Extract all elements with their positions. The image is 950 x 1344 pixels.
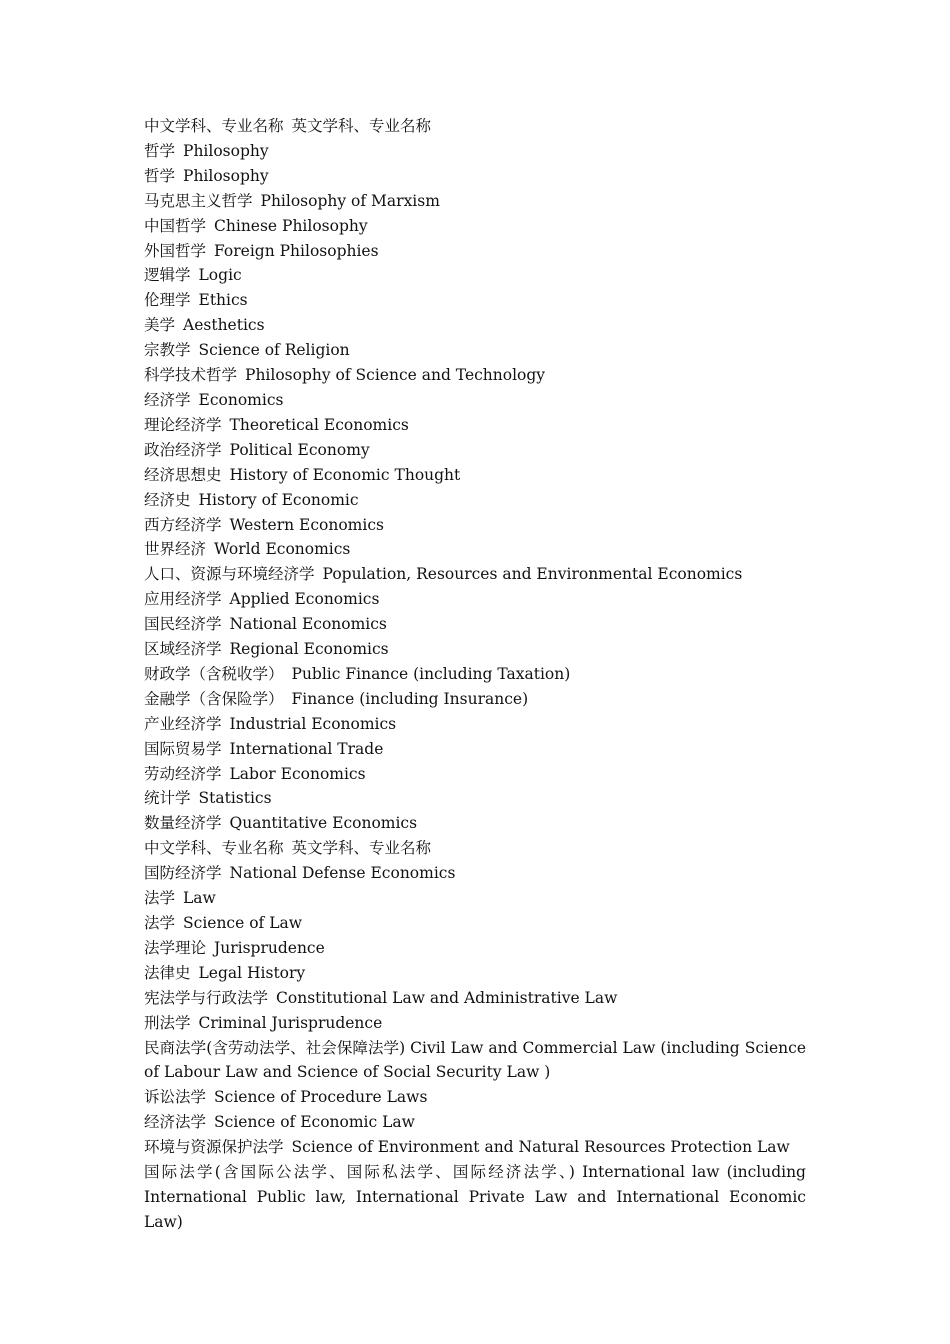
chinese-term: 外国哲学 [144, 241, 207, 260]
english-term: Science of Environment and Natural Resources Protection Law [291, 1138, 790, 1157]
english-term: Philosophy of Science and Technology [245, 366, 546, 385]
english-term: Science of Religion [198, 341, 350, 360]
english-term: Chinese Philosophy [214, 216, 368, 235]
chinese-term: 理论经济学 [144, 415, 222, 434]
chinese-term: 国际贸易学 [144, 739, 222, 758]
entry-row [144, 662, 806, 687]
entry-row [144, 214, 806, 239]
entry-row [144, 1160, 806, 1235]
english-term: Law [183, 889, 216, 908]
entry-row [144, 737, 806, 762]
english-term: Science of Procedure Laws [214, 1088, 428, 1107]
entry-row [144, 513, 806, 538]
english-term: Quantitative Economics [229, 814, 418, 833]
entry-row [144, 363, 806, 388]
entry-row [144, 587, 806, 612]
chinese-term: 法学理论 [144, 938, 207, 957]
english-term: Finance (including Insurance) [291, 689, 529, 708]
entry-row [144, 986, 806, 1011]
english-term: Science of Economic Law [214, 1113, 415, 1132]
chinese-term: 国际法学(含国际公法学、国际私法学、国际经济法学、) [144, 1163, 575, 1182]
chinese-term: 美学 [144, 316, 176, 335]
english-term: Political Economy [229, 440, 370, 459]
entry-row [144, 712, 806, 737]
english-term: Public Finance (including Taxation) [291, 664, 571, 683]
english-term: Philosophy [183, 166, 269, 185]
entry-row [144, 1011, 806, 1036]
chinese-term: 经济思想史 [144, 465, 222, 484]
entry-row [144, 886, 806, 911]
entry-row [144, 786, 806, 811]
document-page [144, 114, 806, 1235]
english-term: International Trade [229, 739, 384, 758]
chinese-term: 数量经济学 [144, 814, 222, 833]
chinese-term: 法学 [144, 889, 176, 908]
english-term: Population, Resources and Environmental Economics [322, 565, 743, 584]
entry-row [144, 189, 806, 214]
english-term: History of Economic [198, 490, 359, 509]
entry-row [144, 811, 806, 836]
entry-row [144, 1110, 806, 1135]
entry-row [144, 961, 806, 986]
entry-row [144, 114, 806, 139]
entry-row [144, 911, 806, 936]
chinese-term: 中国哲学 [144, 216, 207, 235]
entry-row [144, 239, 806, 264]
chinese-term: 环境与资源保护法学 [144, 1138, 284, 1157]
entry-row [144, 438, 806, 463]
entry-row [144, 488, 806, 513]
chinese-term: 国民经济学 [144, 615, 222, 634]
chinese-term: 宪法学与行政法学 [144, 988, 269, 1007]
chinese-term: 西方经济学 [144, 515, 222, 534]
entry-row [144, 388, 806, 413]
english-term: History of Economic Thought [229, 465, 461, 484]
entry-row [144, 836, 806, 861]
english-term: 英文学科、专业名称 [291, 117, 432, 135]
chinese-term: 产业经济学 [144, 714, 222, 733]
english-term: Foreign Philosophies [214, 241, 379, 260]
chinese-term: 民商法学(含劳动法学、社会保障法学) [144, 1038, 406, 1057]
chinese-term: 马克思主义哲学 [144, 191, 253, 210]
entry-row [144, 313, 806, 338]
chinese-term: 经济史 [144, 490, 191, 509]
entry-row [144, 164, 806, 189]
english-term: Regional Economics [229, 640, 389, 659]
english-term: National Economics [229, 615, 387, 634]
entry-row [144, 861, 806, 886]
english-term: Criminal Jurisprudence [198, 1013, 383, 1032]
english-term: Statistics [198, 789, 272, 808]
entry-row [144, 762, 806, 787]
entry-row [144, 1036, 806, 1086]
entry-row [144, 263, 806, 288]
entry-row [144, 537, 806, 562]
chinese-term: 国防经济学 [144, 864, 222, 883]
chinese-term: 区域经济学 [144, 640, 222, 659]
chinese-term: 法学 [144, 914, 176, 932]
chinese-term: 法律史 [144, 963, 191, 982]
chinese-term: 哲学 [144, 141, 176, 160]
chinese-term: 中文学科、专业名称 [144, 117, 284, 135]
entry-row [144, 612, 806, 637]
chinese-term: 金融学（含保险学） [144, 689, 284, 708]
english-term: Philosophy [183, 141, 269, 160]
chinese-term: 经济法学 [144, 1113, 207, 1132]
english-term: National Defense Economics [229, 864, 456, 883]
english-term: International law (including International Public law, International Private Law and International Economic Law) [144, 1163, 806, 1231]
chinese-term: 劳动经济学 [144, 764, 222, 783]
entry-row [144, 637, 806, 662]
english-term: Civil Law and Commercial Law (including Science of Labour Law and Science of Social Security Law ) [144, 1038, 806, 1082]
english-term: Philosophy of Marxism [260, 191, 440, 210]
english-term: Science of Law [183, 914, 303, 932]
english-term: Legal History [198, 963, 306, 982]
entry-row [144, 413, 806, 438]
chinese-term: 政治经济学 [144, 440, 222, 459]
english-term: Industrial Economics [229, 714, 397, 733]
chinese-term: 刑法学 [144, 1013, 191, 1032]
english-term: World Economics [214, 540, 351, 559]
entry-row [144, 562, 806, 587]
english-term: Applied Economics [229, 590, 380, 609]
chinese-term: 统计学 [144, 789, 191, 808]
chinese-term: 伦理学 [144, 291, 191, 310]
chinese-term: 应用经济学 [144, 590, 222, 609]
english-term: Ethics [198, 291, 248, 310]
chinese-term: 经济学 [144, 390, 191, 409]
english-term: Labor Economics [229, 764, 366, 783]
english-term: Constitutional Law and Administrative Law [276, 988, 618, 1007]
entry-row [144, 936, 806, 961]
entry-row [144, 1085, 806, 1110]
chinese-term: 诉讼法学 [144, 1088, 207, 1107]
english-term: Theoretical Economics [229, 415, 409, 434]
chinese-term: 财政学（含税收学） [144, 664, 284, 683]
english-term: Economics [198, 390, 284, 409]
chinese-term: 哲学 [144, 166, 176, 185]
chinese-term: 人口、资源与环境经济学 [144, 565, 315, 584]
entry-row [144, 463, 806, 488]
entry-row [144, 288, 806, 313]
entry-row [144, 338, 806, 363]
entry-row [144, 139, 806, 164]
english-term: Western Economics [229, 515, 384, 534]
entry-row [144, 1135, 806, 1160]
english-term: Jurisprudence [214, 938, 325, 957]
english-term: 英文学科、专业名称 [291, 839, 432, 858]
chinese-term: 世界经济 [144, 540, 207, 559]
chinese-term: 中文学科、专业名称 [144, 839, 284, 858]
english-term: Logic [198, 266, 242, 285]
chinese-term: 科学技术哲学 [144, 366, 238, 385]
entry-row [144, 687, 806, 712]
english-term: Aesthetics [183, 316, 265, 335]
chinese-term: 宗教学 [144, 341, 191, 360]
chinese-term: 逻辑学 [144, 266, 191, 285]
